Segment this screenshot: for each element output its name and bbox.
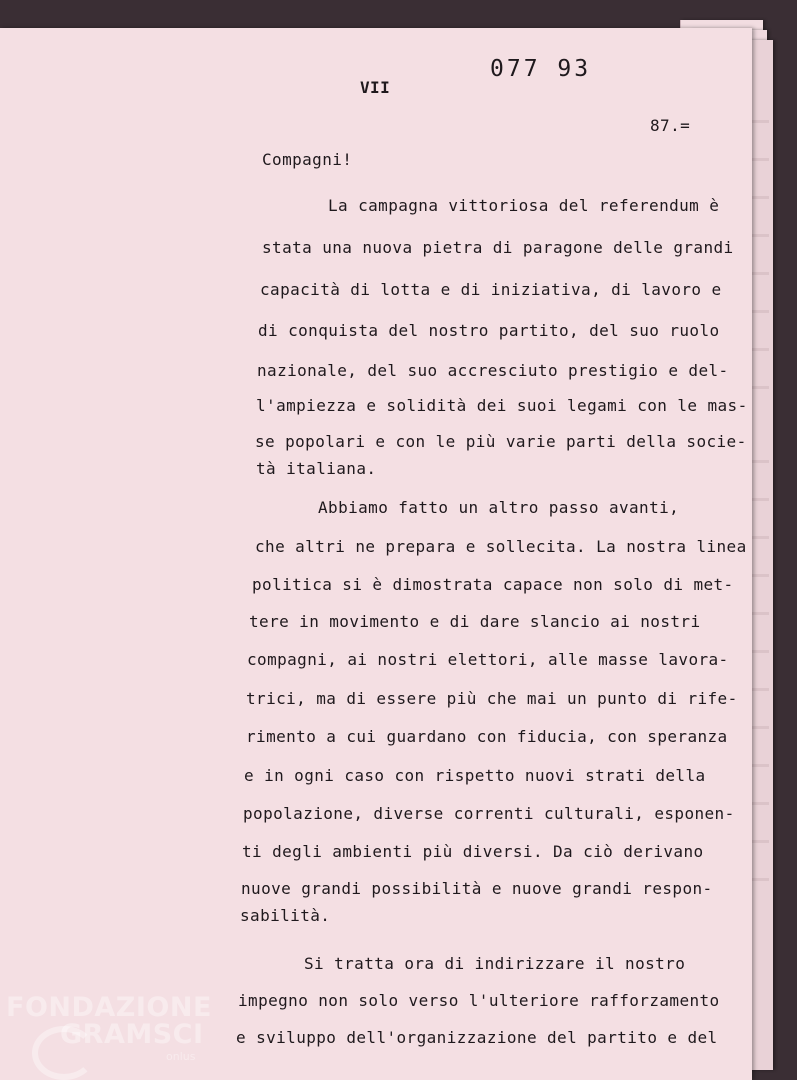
text-line: popolazione, diverse correnti culturali, esponen- [243,804,735,823]
folio-number: 87.= [650,116,691,135]
text-line: tere in movimento e di dare slancio ai nostri [249,612,701,631]
text-line: politica si è dimostrata capace non solo di met- [252,575,734,594]
text-line: stata una nuova pietra di paragone delle grandi [262,238,734,257]
text-line: ti degli ambienti più diversi. Da ciò derivano [242,842,704,861]
text-line: Abbiamo fatto un altro passo avanti, [318,498,680,517]
text-line: impegno non solo verso l'ulteriore rafforzamento [238,991,720,1010]
watermark-line3: onlus [166,1050,196,1063]
text-line: e in ogni caso con rispetto nuovi strati della [244,766,706,785]
text-line: l'ampiezza e solidità dei suoi legami con le mas- [256,396,748,415]
watermark-line1: FONDAZIONE [6,992,212,1023]
text-line: capacità di lotta e di iniziativa, di lavoro e [260,280,722,299]
fondazione-gramsci-watermark [6,992,212,1063]
page-number: 077 93 [490,56,592,82]
text-line: nazionale, del suo accresciuto prestigio e del- [257,361,729,380]
text-line: trici, ma di essere più che mai un punto di rife- [246,689,738,708]
text-line: che altri ne prepara e sollecita. La nostra linea [255,537,747,556]
logo-ring-icon [32,1026,96,1080]
text-line: sabilità. [240,906,331,925]
watermark-line2: GRAMSCI [60,1019,204,1050]
text-line: se popolari e con le più varie parti della socie- [255,432,747,451]
text-line: compagni, ai nostri elettori, alle masse lavora- [247,650,729,669]
text-line: rimento a cui guardano con fiducia, con speranza [246,727,728,746]
text-line: Compagni! [262,150,353,169]
text-line: La campagna vittoriosa del referendum è [328,196,720,215]
text-line: e sviluppo dell'organizzazione del partito e del [236,1028,718,1047]
text-line: di conquista del nostro partito, del suo ruolo [258,321,720,340]
document-page [0,28,752,1080]
text-line: tà italiana. [256,459,377,478]
text-line: nuove grandi possibilità e nuove grandi respon- [241,879,713,898]
text-line: Si tratta ora di indirizzare il nostro [304,954,686,973]
section-numeral: VII [360,78,391,97]
